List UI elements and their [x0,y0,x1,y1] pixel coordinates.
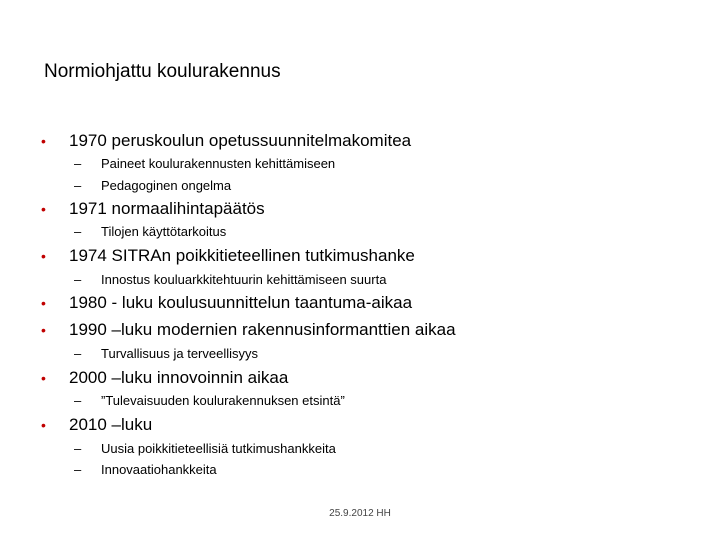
bullet-icon: • [41,295,46,311]
item-text: 2000 –luku innovoinnin aikaa [69,368,289,387]
sub-item [74,461,217,478]
sub-item [74,345,258,362]
footer-date: 25.9.2012 HH [329,508,391,519]
dash-icon: – [74,272,82,287]
item-text: 1971 normaalihintapäätös [69,199,265,218]
sub-item-text: Tilojen käyttötarkoitus [101,224,227,239]
sub-item [74,392,345,409]
list-item [41,319,456,341]
sub-item [74,223,226,240]
dash-icon: – [74,156,82,171]
list-item [41,367,288,389]
item-text: 2010 –luku [69,415,153,434]
list-item [41,292,412,314]
list-item [41,130,411,152]
bullet-icon: • [41,417,46,433]
sub-item-text: Innostus kouluarkkitehtuurin kehittämiseen suurta [101,272,387,287]
sub-item [74,440,336,457]
bullet-icon: • [41,248,46,264]
sub-item [74,155,335,172]
sub-item-text: Innovaatiohankkeita [101,462,217,477]
slide-title: Normiohjattu koulurakennus [44,61,281,82]
item-text: 1974 SITRAn poikkitieteellinen tutkimushanke [69,246,415,265]
sub-item-text: Pedagoginen ongelma [101,178,232,193]
list-item [41,245,415,267]
dash-icon: – [74,224,82,239]
dash-icon: – [74,393,82,408]
dash-icon: – [74,178,82,193]
sub-item [74,271,386,288]
sub-item-text: ”Tulevaisuuden koulurakennuksen etsintä” [101,393,345,408]
dash-icon: – [74,441,82,456]
list-item [41,414,152,436]
sub-item [74,177,231,194]
bullet-icon: • [41,370,46,386]
item-text: 1980 - luku koulusuunnittelun taantuma-aikaa [69,293,413,312]
bullet-icon: • [41,133,46,149]
item-text: 1970 peruskoulun opetussuunnitelmakomitea [69,131,412,150]
item-text: 1990 –luku modernien rakennusinformanttien aikaa [69,320,456,339]
list-item [41,198,265,220]
bullet-icon: • [41,201,46,217]
sub-item-text: Uusia poikkitieteellisiä tutkimushankkeita [101,441,336,456]
sub-item-text: Turvallisuus ja terveellisyys [101,346,259,361]
sub-item-text: Paineet koulurakennusten kehittämiseen [101,156,336,171]
dash-icon: – [74,462,82,477]
bullet-icon: • [41,322,46,338]
dash-icon: – [74,346,82,361]
